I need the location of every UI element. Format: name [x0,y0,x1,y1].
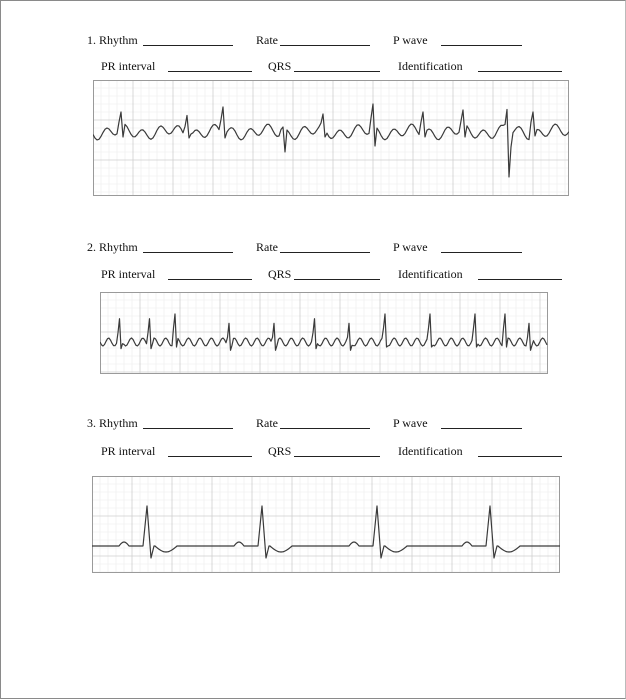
identification-answer-line[interactable] [478,279,562,280]
rate-label: Rate [256,33,278,47]
rate-label: Rate [256,240,278,254]
ecg-strip-1-svg [93,80,569,196]
rate-answer-line[interactable] [280,428,370,429]
rhythm-label: 2. Rhythm [87,240,138,254]
qrs-answer-line[interactable] [294,71,380,72]
ecg-strip-2-svg [100,292,548,374]
grid-minor-lines [92,476,560,573]
identification-label: Identification [398,267,463,281]
ecg-strip-2 [100,292,548,374]
qrs-label: QRS [268,444,292,458]
ecg-strip-3 [92,476,560,573]
identification-answer-line[interactable] [478,456,562,457]
section-3-line-1 [0,416,626,432]
rhythm-answer-line[interactable] [143,428,233,429]
rhythm-label: 3. Rhythm [87,416,138,430]
pr-interval-answer-line[interactable] [168,71,252,72]
qrs-label: QRS [268,267,292,281]
p-wave-answer-line[interactable] [441,428,522,429]
identification-answer-line[interactable] [478,71,562,72]
ecg-strip-1 [93,80,569,196]
section-2-line-1 [0,240,626,256]
rhythm-label: 1. Rhythm [87,33,138,47]
p-wave-label: P wave [393,240,428,254]
pr-interval-label: PR interval [101,59,156,73]
strip-border [93,477,560,573]
rate-label: Rate [256,416,278,430]
rhythm-answer-line[interactable] [143,45,233,46]
qrs-answer-line[interactable] [294,279,380,280]
pr-interval-answer-line[interactable] [168,456,252,457]
section-2-line-2 [0,267,626,283]
ecg-strip-3-svg [92,476,560,573]
p-wave-label: P wave [393,416,428,430]
rate-answer-line[interactable] [280,252,370,253]
rhythm-answer-line[interactable] [143,252,233,253]
section-1-line-1 [0,33,626,49]
p-wave-answer-line[interactable] [441,45,522,46]
identification-label: Identification [398,59,463,73]
qrs-answer-line[interactable] [294,456,380,457]
pr-interval-answer-line[interactable] [168,279,252,280]
section-3-line-2 [0,444,626,460]
p-wave-label: P wave [393,33,428,47]
rate-answer-line[interactable] [280,45,370,46]
section-1-line-2 [0,59,626,75]
pr-interval-label: PR interval [101,267,156,281]
identification-label: Identification [398,444,463,458]
qrs-label: QRS [268,59,292,73]
p-wave-answer-line[interactable] [441,252,522,253]
grid-major-lines [92,476,560,573]
pr-interval-label: PR interval [101,444,156,458]
grid-minor-lines [100,292,548,374]
ecg-trace-1 [93,104,569,177]
